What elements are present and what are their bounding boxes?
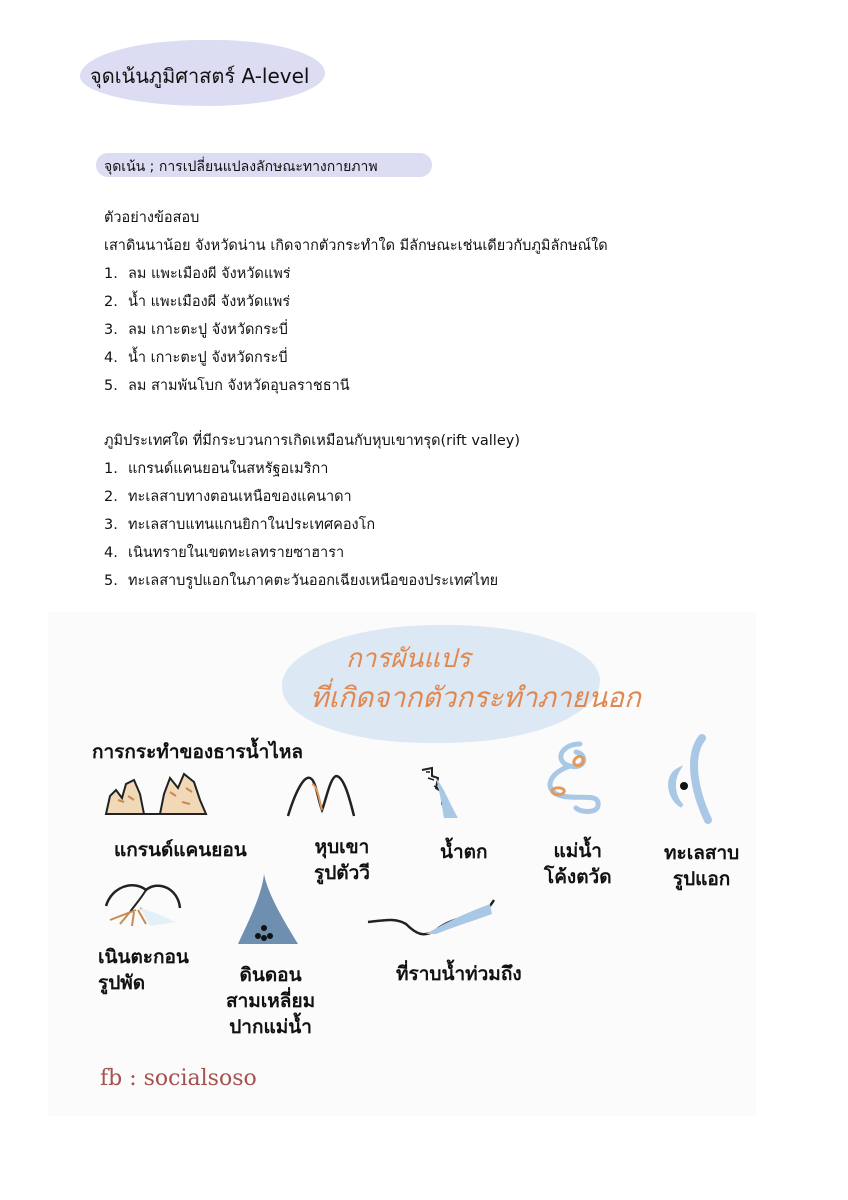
label-oxbow-lake-line2: รูปแอก	[672, 868, 731, 890]
option-number: 5.	[104, 378, 118, 394]
label-v-valley-line1: หุบเขา	[314, 836, 370, 858]
delta-icon	[236, 872, 300, 948]
option-number: 3.	[104, 322, 118, 338]
q1-option-4	[104, 348, 288, 368]
q1-option-3	[104, 320, 288, 340]
label-delta-line1: ดินดอน	[239, 964, 302, 986]
option-text: ทะเลสาบแทนแกนยิกาในประเทศคองโก	[128, 517, 376, 533]
option-number: 1.	[104, 266, 118, 282]
oxbow-lake-icon	[660, 734, 714, 828]
label-alluvial-fan	[98, 944, 189, 996]
option-text: ลม สามพันโบก จังหวัดอุบลราชธานี	[128, 378, 350, 394]
label-delta	[226, 962, 315, 1040]
option-number: 2.	[104, 489, 118, 505]
option-text: ทะเลสาบทางตอนเหนือของแคนาดา	[128, 489, 352, 505]
option-number: 4.	[104, 350, 118, 366]
canyon-icon	[104, 770, 214, 818]
option-text: ลม แพะเมืองผี จังหวัดแพร่	[128, 266, 291, 282]
option-text: แกรนด์แคนยอนในสหรัฐอเมริกา	[128, 461, 329, 477]
q2-option-3	[104, 515, 375, 535]
q2-option-2	[104, 487, 352, 507]
label-v-valley-line2: รูปตัววี	[314, 862, 370, 884]
focus-label: จุดเน้น ; การเปลี่ยนแปลงลักษณะทางกายภาพ	[104, 159, 378, 175]
q1-option-5	[104, 376, 350, 396]
q2-option-1	[104, 459, 328, 479]
question-1: เสาดินนาน้อย จังหวัดน่าน เกิดจากตัวกระทำใด มีลักษณะเช่นเดียวกับภูมิลักษณ์ใด	[104, 238, 608, 254]
infographic-title-line1: การผันแปร	[346, 644, 471, 674]
option-text: น้ำ เกาะตะปู จังหวัดกระบี่	[128, 350, 288, 366]
option-number: 2.	[104, 294, 118, 310]
label-waterfall: น้ำตก	[440, 841, 488, 863]
option-text: ทะเลสาบรูปแอกในภาคตะวันออกเฉียงเหนือของประเทศไทย	[128, 573, 499, 589]
label-delta-line2: สามเหลี่ยม	[226, 990, 316, 1012]
section-heading: การกระทำของธารน้ำไหล	[92, 741, 304, 763]
label-oxbow-lake	[664, 840, 739, 892]
q2-option-4	[104, 543, 344, 563]
page-title: จุดเน้นภูมิศาสตร์ A-level	[90, 64, 310, 88]
q1-option-2	[104, 292, 290, 312]
label-alluvial-fan-line1: เนินตะกอน	[98, 946, 189, 968]
infographic-title-line2: ที่เกิดจากตัวกระทำภายนอก	[310, 681, 641, 714]
label-grand-canyon: แกรนด์แคนยอน	[114, 839, 247, 861]
option-number: 1.	[104, 461, 118, 477]
floodplain-icon	[366, 886, 496, 944]
label-meander	[544, 838, 612, 890]
waterfall-icon	[418, 766, 462, 820]
question-2: ภูมิประเทศใด ที่มีกระบวนการเกิดเหมือนกับหุบเขาทรุด(rift valley)	[104, 433, 520, 449]
label-floodplain: ที่ราบน้ำท่วมถึง	[396, 963, 522, 985]
examples-heading: ตัวอย่างข้อสอบ	[104, 210, 200, 226]
meander-icon	[540, 740, 606, 814]
v-valley-icon	[286, 770, 356, 820]
option-number: 5.	[104, 573, 118, 589]
label-alluvial-fan-line2: รูปพัด	[98, 972, 146, 994]
credit-text: fb : socialsoso	[100, 1066, 257, 1091]
q2-option-5	[104, 571, 498, 591]
label-oxbow-lake-line1: ทะเลสาบ	[664, 842, 740, 864]
label-meander-line1: แม่น้ำ	[553, 840, 602, 862]
option-text: ลม เกาะตะปู จังหวัดกระบี่	[128, 322, 288, 338]
option-number: 4.	[104, 545, 118, 561]
label-delta-line3: ปากแม่น้ำ	[229, 1016, 312, 1038]
option-text: เนินทรายในเขตทะเลทรายซาฮารา	[128, 545, 345, 561]
label-v-valley	[314, 834, 370, 886]
alluvial-fan-icon	[100, 878, 184, 928]
option-text: น้ำ แพะเมืองผี จังหวัดแพร่	[128, 294, 291, 310]
option-number: 3.	[104, 517, 118, 533]
q1-option-1	[104, 264, 291, 284]
label-meander-line2: โค้งตวัด	[544, 866, 612, 888]
